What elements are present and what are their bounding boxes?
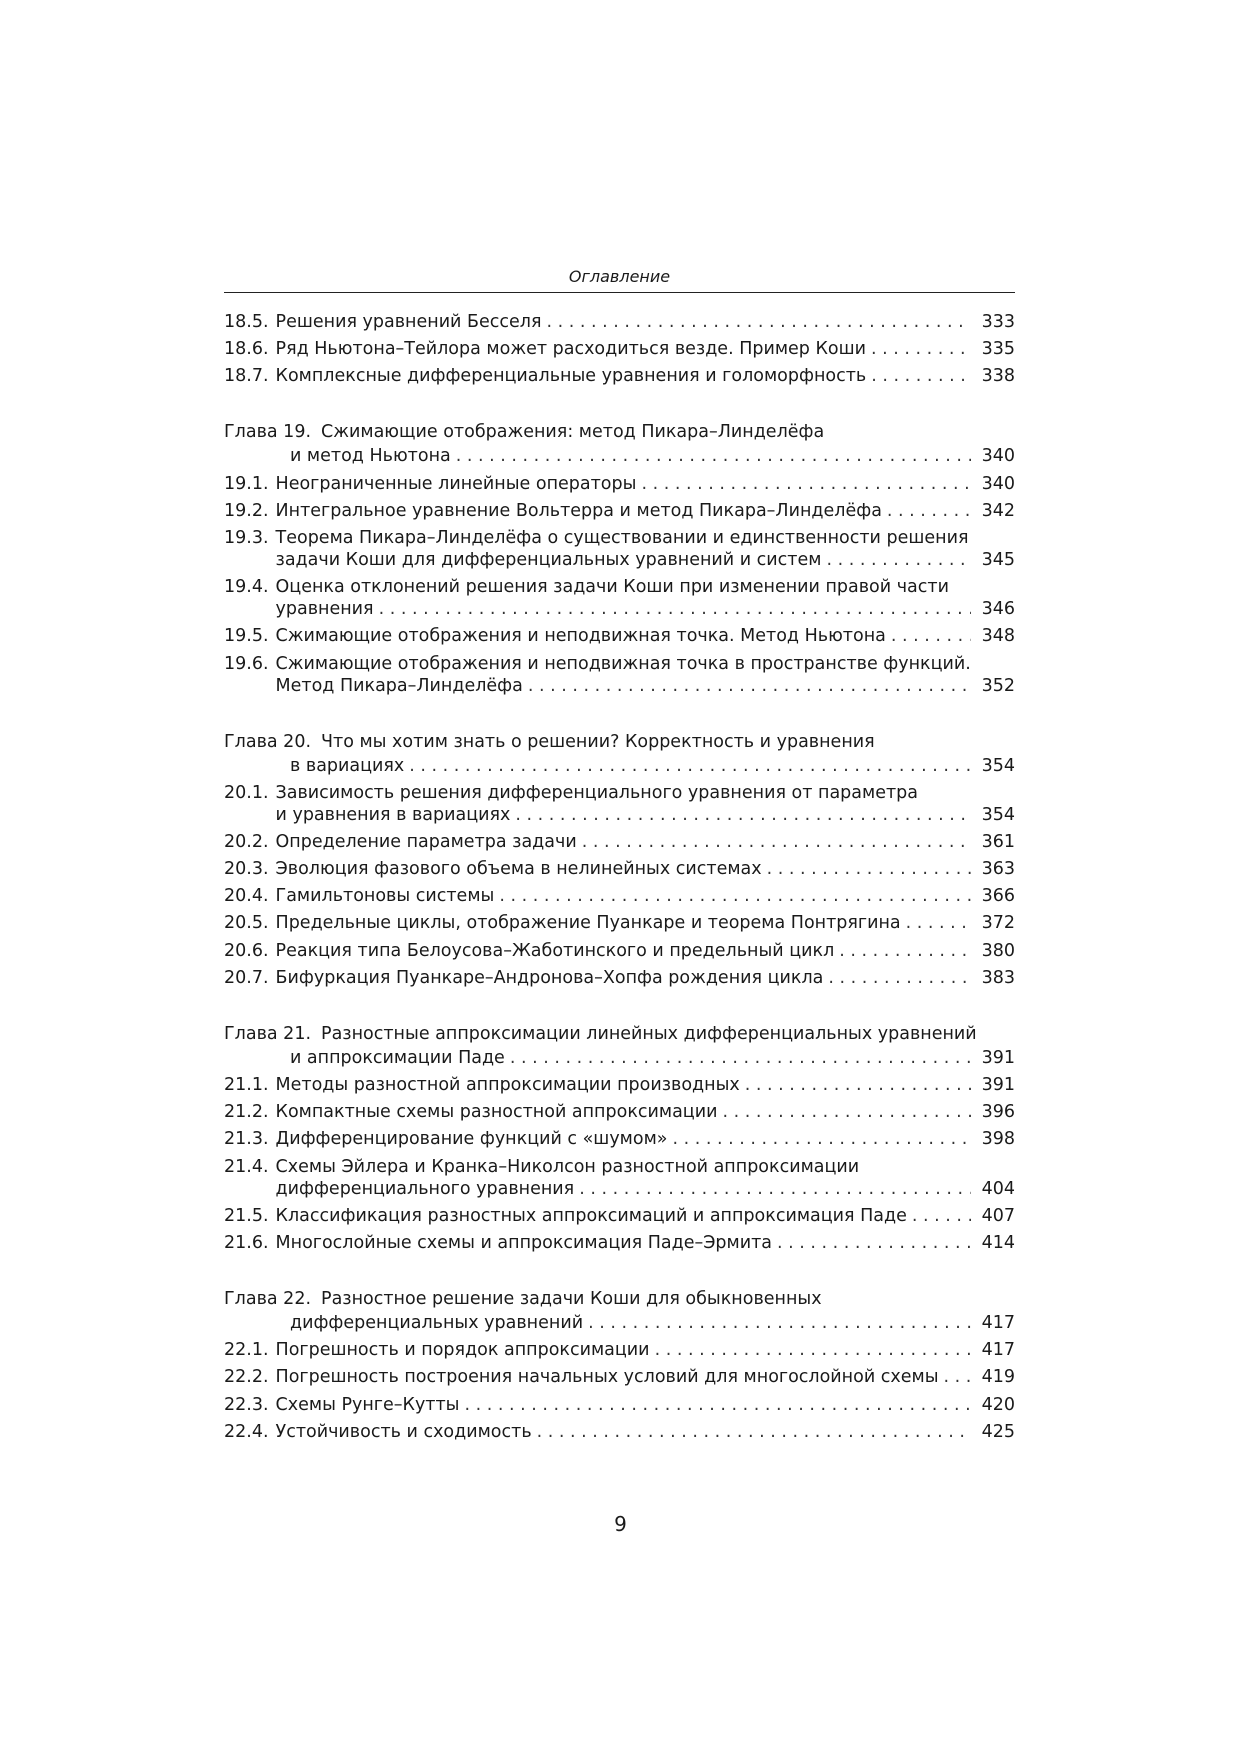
section-title: задачи Коши для дифференциальных уравнений и систем	[275, 549, 822, 570]
section-number: 21.5.	[224, 1205, 269, 1226]
section-number: 19.2.	[224, 500, 269, 521]
section-body	[276, 1128, 1015, 1150]
section-page: 348	[981, 626, 1015, 647]
dot-leader	[745, 1074, 971, 1096]
section-title: уравнения	[275, 599, 374, 620]
section-body	[276, 365, 1015, 387]
chapter-entry[interactable]	[224, 755, 1015, 777]
section-page: 345	[981, 549, 1015, 570]
toc-entry[interactable]	[224, 500, 1015, 522]
section-title: Многослойные схемы и аппроксимация Паде–Эрмита	[275, 1232, 773, 1253]
section-title: Интегральное уравнение Вольтерра и метод Пикара–Линделёфа	[275, 500, 882, 521]
section-page: 366	[981, 886, 1015, 907]
section-title-line1: Теорема Пикара–Линделёфа о существовании и единственности решения	[275, 527, 969, 548]
section-title: Сжимающие отображения и неподвижная точка. Метод Ньютона	[275, 626, 886, 647]
section-page: 342	[981, 500, 1015, 521]
section-line	[276, 1394, 1015, 1416]
toc-entry[interactable]	[224, 1421, 1015, 1443]
section-number: 22.3.	[224, 1394, 269, 1415]
toc-entry[interactable]	[224, 940, 1015, 962]
toc-entry[interactable]	[224, 1394, 1015, 1416]
dot-leader	[887, 500, 971, 522]
toc-entry[interactable]	[224, 576, 1015, 620]
section-number: 21.1.	[224, 1075, 269, 1095]
toc-entry[interactable]	[224, 473, 1015, 495]
chapter-title-line1: Что мы хотим знать о решении? Корректность и уравнения	[321, 731, 875, 752]
dot-leader	[906, 912, 971, 934]
toc-entry[interactable]	[224, 1156, 1015, 1200]
section-line	[276, 1074, 1015, 1096]
dot-leader	[409, 755, 971, 777]
section-body	[276, 625, 1015, 647]
section-title: Метод Пикара–Линделёфа	[275, 675, 523, 696]
toc-entry[interactable]	[224, 1232, 1015, 1254]
section-body	[276, 500, 1015, 522]
section-body	[276, 1394, 1015, 1416]
chapter-body	[290, 1047, 1015, 1069]
toc-entry[interactable]	[224, 338, 1015, 360]
section-page: 419	[981, 1367, 1015, 1388]
section-number: 20.2.	[224, 831, 269, 852]
toc-entry[interactable]	[224, 653, 1015, 697]
section-line	[276, 858, 1015, 880]
chapter-title: и аппроксимации Паде	[290, 1047, 505, 1068]
section-page: 417	[981, 1340, 1015, 1361]
dot-leader	[722, 1101, 971, 1123]
chapter-line	[290, 755, 1015, 777]
toc-entry[interactable]	[224, 967, 1015, 989]
chapter-block	[224, 1288, 1015, 1443]
section-line	[276, 311, 1015, 333]
chapter-line	[290, 1047, 1015, 1069]
section-page: 361	[981, 831, 1015, 852]
chapter-title: и метод Ньютона	[290, 446, 451, 467]
section-number: 18.6.	[224, 339, 269, 360]
chapter-label: Глава 21.	[224, 1023, 312, 1044]
section-title: Дифференцирование функций с «шумом»	[275, 1129, 668, 1150]
chapter-heading	[224, 1023, 1015, 1045]
section-number: 18.5.	[224, 312, 269, 332]
section-title-line1: Сжимающие отображения и неподвижная точка в пространстве функций.	[275, 653, 971, 674]
dot-leader	[510, 1047, 971, 1069]
section-line	[276, 940, 1015, 962]
section-number: 20.4.	[224, 886, 269, 907]
section-line	[276, 365, 1015, 387]
section-body	[276, 967, 1015, 989]
chapter-page: 391	[981, 1047, 1015, 1068]
section-title: Ряд Ньютона–Тейлора может расходиться везде. Пример Коши	[275, 339, 866, 360]
section-number: 22.1.	[224, 1340, 269, 1361]
section-number: 19.5.	[224, 626, 269, 647]
section-line	[276, 598, 1015, 620]
chapter-title-line1: Сжимающие отображения: метод Пикара–Линделёфа	[321, 422, 825, 443]
dot-leader	[588, 1312, 971, 1334]
toc-entry[interactable]	[224, 1101, 1015, 1123]
chapter-title: в вариациях	[290, 755, 405, 776]
toc-entry[interactable]	[224, 782, 1015, 826]
dot-leader	[499, 885, 971, 907]
section-number: 18.7.	[224, 366, 269, 387]
section-body	[276, 527, 1015, 571]
section-page: 420	[981, 1394, 1015, 1415]
section-line	[276, 1366, 1015, 1388]
section-body	[276, 576, 1015, 620]
section-title: Неограниченные линейные операторы	[275, 473, 637, 494]
section-number: 21.4.	[224, 1156, 269, 1177]
section-body	[276, 1074, 1015, 1096]
section-title: Комплексные дифференциальные уравнения и голоморфность	[275, 366, 867, 387]
dot-leader	[912, 1205, 971, 1227]
section-line	[276, 1232, 1015, 1254]
section-line	[276, 1421, 1015, 1443]
section-body	[276, 885, 1015, 907]
section-number: 21.3.	[224, 1129, 269, 1150]
section-line	[276, 675, 1015, 697]
section-line	[276, 500, 1015, 522]
dot-leader	[465, 1394, 971, 1416]
chapter-heading	[224, 1288, 1015, 1310]
section-page: 333	[981, 312, 1015, 332]
dot-leader	[528, 675, 971, 697]
section-page: 352	[981, 675, 1015, 696]
dot-leader	[456, 445, 971, 467]
section-title-line1: Зависимость решения дифференциального уравнения от параметра	[275, 782, 918, 803]
chapter-body	[290, 755, 1015, 777]
section-title: Реакция типа Белоусова–Жаботинского и предельный цикл	[275, 940, 835, 961]
toc-entry[interactable]	[224, 311, 1015, 333]
section-number: 19.1.	[224, 473, 269, 494]
section-title-line1: Схемы Эйлера и Кранка–Николсон разностной аппроксимации	[275, 1156, 860, 1177]
section-title: Погрешность построения начальных условий для многослойной схемы	[275, 1367, 939, 1388]
toc-entry[interactable]	[224, 625, 1015, 647]
chapter-title-line1: Разностное решение задачи Коши для обыкновенных	[321, 1288, 822, 1309]
chapter-entry[interactable]	[224, 1047, 1015, 1069]
chapter-line	[290, 445, 1015, 467]
section-line	[276, 1205, 1015, 1227]
section-body	[276, 473, 1015, 495]
section-page: 391	[981, 1075, 1015, 1095]
section-line	[276, 912, 1015, 934]
dot-leader	[655, 1339, 971, 1361]
chapter-page: 354	[981, 755, 1015, 776]
section-title: и уравнения в вариациях	[275, 804, 511, 825]
section-line	[276, 473, 1015, 495]
section-line	[276, 1128, 1015, 1150]
chapter-entry[interactable]	[224, 445, 1015, 467]
section-body	[276, 858, 1015, 880]
chapter-body	[290, 1312, 1015, 1334]
section-page: 425	[981, 1421, 1015, 1442]
section-number: 19.3.	[224, 527, 269, 548]
section-title: дифференциального уравнения	[275, 1178, 575, 1199]
chapter-label: Глава 19.	[224, 422, 312, 443]
section-line	[276, 804, 1015, 826]
section-body	[276, 1232, 1015, 1254]
chapter-heading	[224, 421, 1015, 443]
section-body	[276, 940, 1015, 962]
section-line	[276, 549, 1015, 571]
dot-leader	[579, 1178, 971, 1200]
section-page: 398	[981, 1129, 1015, 1150]
dot-leader	[826, 549, 971, 571]
dot-leader	[777, 1232, 971, 1254]
section-title: Определение параметра задачи	[275, 831, 577, 852]
toc-entry[interactable]	[224, 1128, 1015, 1150]
dot-leader	[673, 1128, 972, 1150]
section-number: 22.4.	[224, 1421, 269, 1442]
chapter-page: 340	[981, 446, 1015, 467]
section-title: Методы разностной аппроксимации производных	[275, 1075, 740, 1095]
chapter-block	[224, 421, 1015, 696]
section-number: 20.6.	[224, 940, 269, 961]
dot-leader	[379, 598, 971, 620]
dot-leader	[891, 625, 971, 647]
section-page: 346	[981, 599, 1015, 620]
section-title: Гамильтоновы системы	[275, 886, 495, 907]
chapter-block	[224, 1023, 1015, 1254]
chapter-title-line1: Разностные аппроксимации линейных дифференциальных уравнений	[321, 1023, 977, 1044]
section-line	[276, 625, 1015, 647]
section-page: 404	[981, 1178, 1015, 1199]
table-of-contents	[224, 311, 1015, 1443]
dot-leader	[828, 967, 971, 989]
section-body	[276, 1366, 1015, 1388]
chapter-line	[290, 1312, 1015, 1334]
section-title: Погрешность и порядок аппроксимации	[275, 1340, 650, 1361]
toc-entry[interactable]	[224, 1339, 1015, 1361]
section-page: 396	[981, 1102, 1015, 1123]
section-number: 21.6.	[224, 1232, 269, 1253]
chapter-entry[interactable]	[224, 1312, 1015, 1334]
section-title: Классификация разностных аппроксимаций и аппроксимация Паде	[275, 1205, 907, 1226]
section-line	[276, 967, 1015, 989]
toc-entry[interactable]	[224, 885, 1015, 907]
section-page: 363	[981, 859, 1015, 880]
section-title: Предельные циклы, отображение Пуанкаре и теорема Понтрягина	[275, 913, 901, 934]
dot-leader	[871, 365, 971, 387]
toc-entry[interactable]	[224, 831, 1015, 853]
section-number: 21.2.	[224, 1102, 269, 1123]
dot-leader	[515, 804, 971, 826]
dot-leader	[547, 311, 972, 333]
section-page: 354	[981, 804, 1015, 825]
section-body	[276, 782, 1015, 826]
section-body	[276, 1101, 1015, 1123]
dot-leader	[944, 1366, 971, 1388]
section-page: 372	[981, 913, 1015, 934]
section-body	[276, 311, 1015, 333]
toc-page	[224, 266, 1015, 1448]
section-page: 407	[981, 1205, 1015, 1226]
section-line	[276, 885, 1015, 907]
section-body	[276, 1339, 1015, 1361]
dot-leader	[767, 858, 971, 880]
section-body	[276, 653, 1015, 697]
section-number: 20.1.	[224, 782, 269, 803]
section-number: 20.3.	[224, 859, 269, 880]
section-body	[276, 912, 1015, 934]
dot-leader	[871, 338, 971, 360]
chapter-title: дифференциальных уравнений	[290, 1312, 584, 1333]
section-page: 383	[981, 967, 1015, 988]
chapter-heading	[224, 731, 1015, 753]
toc-entry[interactable]	[224, 365, 1015, 387]
section-number: 20.5.	[224, 913, 269, 934]
section-title: Компактные схемы разностной аппроксимации	[275, 1102, 718, 1123]
section-page: 340	[981, 473, 1015, 494]
dot-leader	[582, 831, 971, 853]
dot-leader	[839, 940, 971, 962]
dot-leader	[537, 1421, 971, 1443]
toc-entry[interactable]	[224, 1205, 1015, 1227]
section-number: 22.2.	[224, 1367, 269, 1388]
section-title: Бифуркация Пуанкаре–Андронова–Хопфа рождения цикла	[275, 967, 824, 988]
toc-entry[interactable]	[224, 1366, 1015, 1388]
section-title: Устойчивость и сходимость	[275, 1421, 532, 1442]
section-body	[276, 1421, 1015, 1443]
section-number: 19.4.	[224, 577, 269, 598]
section-title: Схемы Рунге–Кутты	[275, 1394, 460, 1415]
section-number: 20.7.	[224, 967, 269, 988]
section-page: 380	[981, 940, 1015, 961]
section-page: 335	[981, 339, 1015, 360]
chapter-body	[290, 445, 1015, 467]
chapter-label: Глава 20.	[224, 731, 312, 752]
section-title-line1: Оценка отклонений решения задачи Коши при изменении правой части	[275, 577, 949, 598]
toc-entry[interactable]	[224, 858, 1015, 880]
section-body	[276, 1205, 1015, 1227]
section-page: 414	[981, 1232, 1015, 1253]
running-head: Оглавление	[224, 266, 1015, 293]
chapter-block	[224, 731, 1015, 989]
toc-entry[interactable]	[224, 527, 1015, 571]
section-line	[276, 1178, 1015, 1200]
chapter-page: 417	[981, 1312, 1015, 1333]
section-number: 19.6.	[224, 653, 269, 674]
section-title: Эволюция фазового объема в нелинейных системах	[275, 859, 762, 880]
section-line	[276, 831, 1015, 853]
section-line	[276, 338, 1015, 360]
section-line	[276, 1339, 1015, 1361]
section-line	[276, 1101, 1015, 1123]
section-body	[276, 338, 1015, 360]
toc-entry[interactable]	[224, 912, 1015, 934]
chapter-label: Глава 22.	[224, 1288, 312, 1309]
section-title: Решения уравнений Бесселя	[275, 312, 542, 332]
page-number: 9	[614, 1512, 627, 1536]
section-body	[276, 1156, 1015, 1200]
section-body	[276, 831, 1015, 853]
section-page: 338	[981, 366, 1015, 387]
toc-entry[interactable]	[224, 1074, 1015, 1096]
dot-leader	[641, 473, 971, 495]
